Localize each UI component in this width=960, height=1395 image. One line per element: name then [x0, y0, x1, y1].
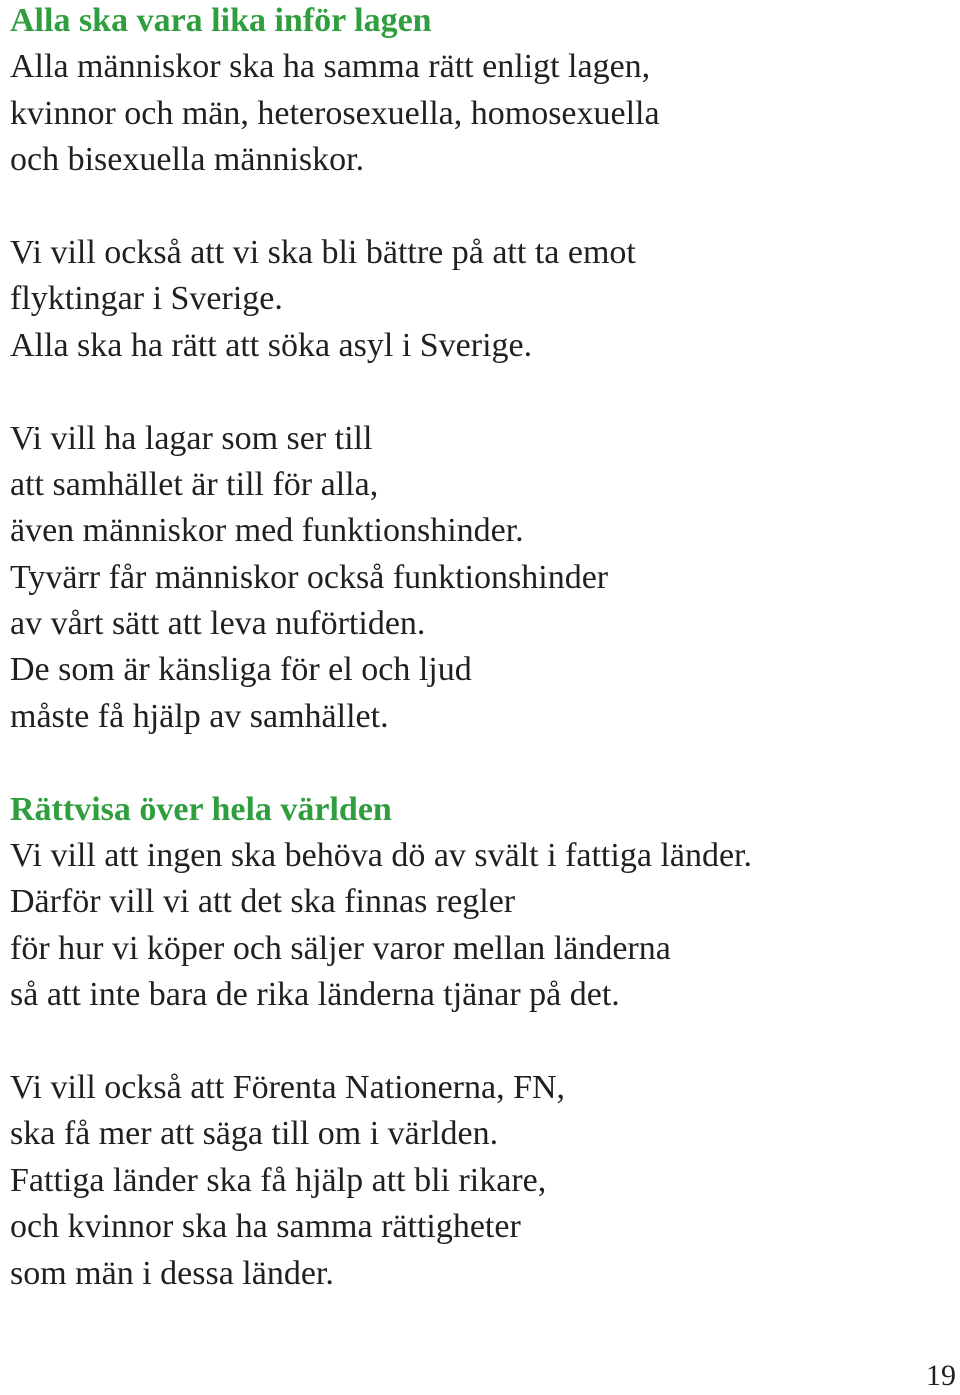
text-line: ska få mer att säga till om i världen. — [10, 1115, 499, 1153]
page-content — [10, 0, 940, 1297]
text-line: även människor med funktionshinder. — [10, 512, 524, 550]
text-line: kvinnor och män, heterosexuella, homosexuella — [10, 94, 660, 132]
text-line: som män i dessa länder. — [10, 1254, 334, 1292]
paragraph — [10, 833, 940, 1019]
text-line: De som är känsliga för el och ljud — [10, 651, 472, 689]
paragraph — [10, 230, 940, 369]
text-line: måste få hjälp av samhället. — [10, 697, 389, 735]
text-line: Fattiga länder ska få hjälp att bli rikare, — [10, 1161, 547, 1199]
text-line: Vi vill också att Förenta Nationerna, FN, — [10, 1068, 566, 1106]
text-line: och kvinnor ska ha samma rättigheter — [10, 1208, 521, 1246]
text-line: för hur vi köper och säljer varor mellan länderna — [10, 929, 671, 967]
text-line: Vi vill att ingen ska behöva dö av svält i fattiga länder. — [10, 837, 752, 875]
text-line: Tyvärr får människor också funktionshinder — [10, 558, 609, 596]
paragraph-gap — [10, 369, 940, 415]
paragraph — [10, 44, 940, 183]
paragraph — [10, 416, 940, 741]
text-line: Alla människor ska ha samma rätt enligt lagen, — [10, 48, 651, 86]
text-line: så att inte bara de rika länderna tjänar på det. — [10, 976, 620, 1014]
text-line: att samhället är till för alla, — [10, 465, 379, 503]
section-heading: Rättvisa över hela världen — [10, 790, 392, 828]
paragraph-gap — [10, 740, 940, 786]
text-line: Därför vill vi att det ska finnas regler — [10, 883, 516, 921]
text-line: Vi vill också att vi ska bli bättre på att ta emot — [10, 233, 636, 271]
text-line: och bisexuella människor. — [10, 141, 365, 179]
paragraph-gap — [10, 184, 940, 230]
text-line: av vårt sätt att leva nuförtiden. — [10, 605, 426, 643]
text-line: flyktingar i Sverige. — [10, 280, 283, 318]
text-line: Alla ska ha rätt att söka asyl i Sverige. — [10, 326, 533, 364]
page-number: 19 — [926, 1359, 956, 1392]
text-line: Vi vill ha lagar som ser till — [10, 419, 373, 457]
paragraph — [10, 1065, 940, 1297]
paragraph-gap — [10, 1019, 940, 1065]
section-heading: Alla ska vara lika inför lagen — [10, 2, 432, 39]
